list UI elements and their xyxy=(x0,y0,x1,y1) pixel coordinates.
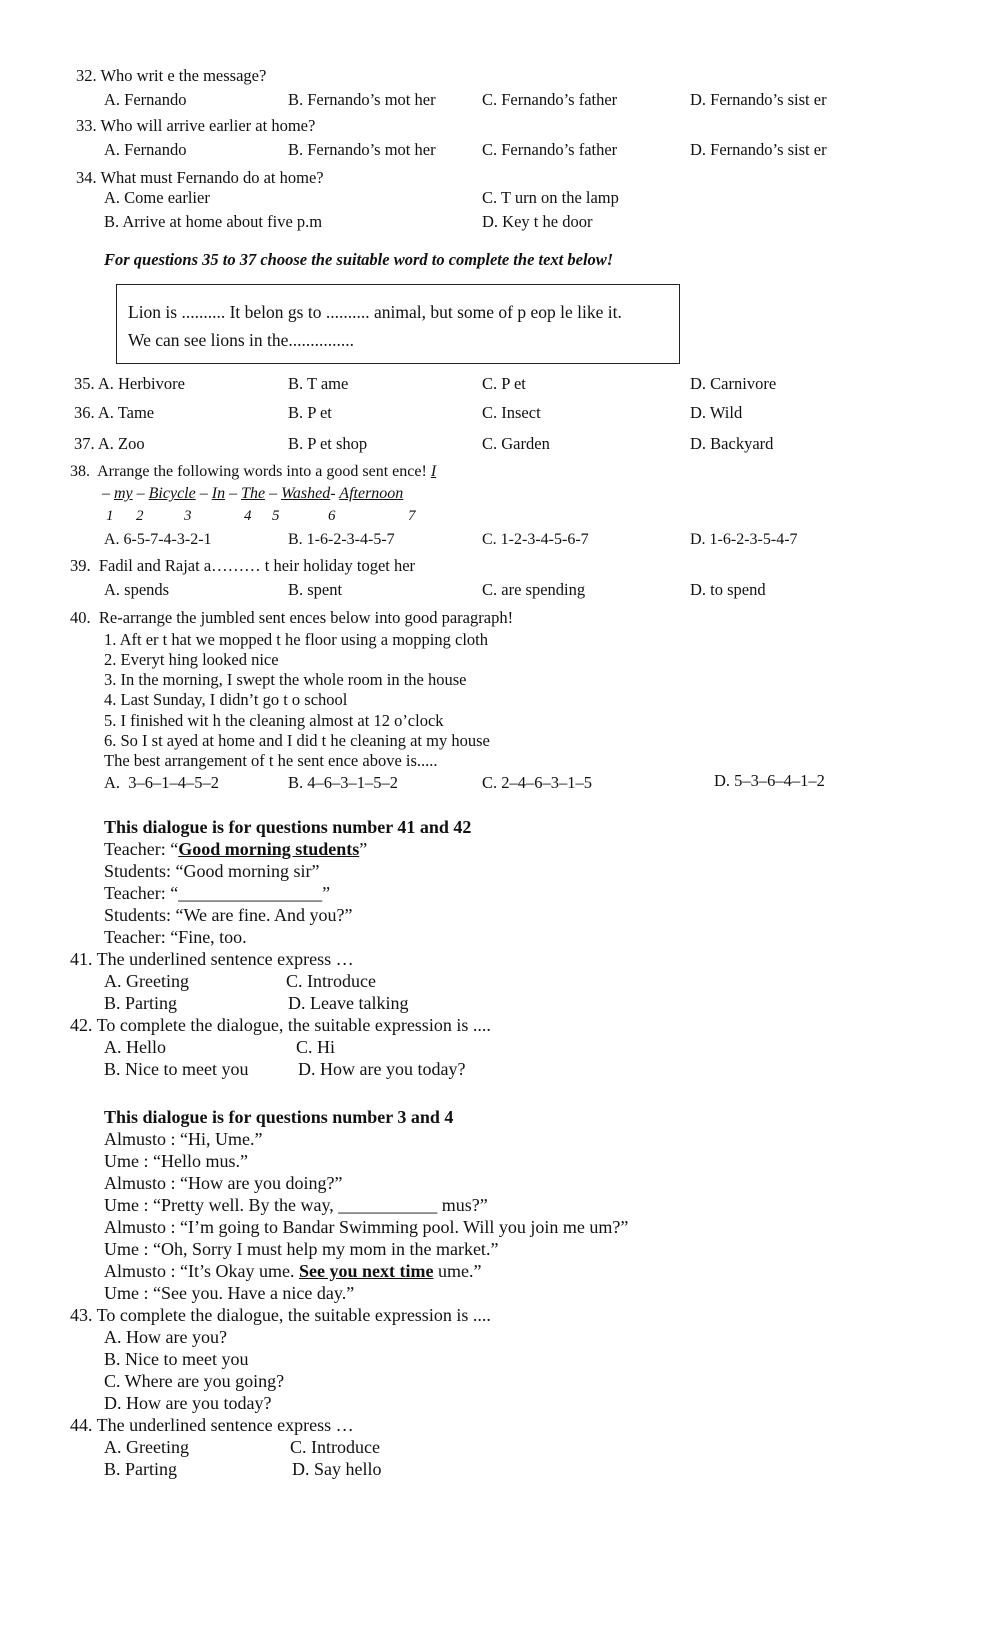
option-44b[interactable]: B. Parting xyxy=(104,1459,178,1479)
option-41c[interactable]: C. Introduce xyxy=(286,971,376,991)
option-40a[interactable]: A. 3–6–1–4–5–2 xyxy=(104,773,220,792)
dialogue-2-line-8: Ume : “See you. Have a nice day.” xyxy=(104,1283,355,1303)
dialogue-2-line-3: Almusto : “How are you doing?” xyxy=(104,1173,343,1193)
dialogue-2-line-7-prefix: Almusto : “It’s Okay ume. xyxy=(104,1261,299,1281)
word-number-7: 7 xyxy=(408,508,416,524)
option-39a[interactable]: A. spends xyxy=(104,580,170,599)
word-sequence xyxy=(102,484,403,504)
question-42: 42. To complete the dialogue, the suitable expression is .... xyxy=(70,1015,491,1035)
dialogue-2-line-4: Ume : “Pretty well. By the way, ___________ mus?” xyxy=(104,1195,488,1215)
word-number-6: 6 xyxy=(328,508,336,524)
passage-line-2: We can see lions in the............... xyxy=(128,330,355,350)
question-39: 39. Fadil and Rajat a……… t heir holiday toget her xyxy=(70,556,416,575)
option-32c[interactable]: C. Fernando’s father xyxy=(482,90,618,109)
option-39c[interactable]: C. are spending xyxy=(482,580,586,599)
word-number-3: 3 xyxy=(184,508,192,524)
option-40c[interactable]: C. 2–4–6–3–1–5 xyxy=(482,773,593,792)
option-40d[interactable]: D. 5–3–6–4–1–2 xyxy=(714,771,825,790)
option-44d[interactable]: D. Say hello xyxy=(292,1459,382,1479)
option-42b[interactable]: B. Nice to meet you xyxy=(104,1059,249,1079)
option-39b[interactable]: B. spent xyxy=(288,580,343,599)
option-44c[interactable]: C. Introduce xyxy=(290,1437,380,1457)
option-38a[interactable]: A. 6-5-7-4-3-2-1 xyxy=(104,531,212,548)
question-40-stem: The best arrangement of t he sent ence above is..... xyxy=(104,751,438,770)
option-42c[interactable]: C. Hi xyxy=(296,1037,336,1057)
option-37a[interactable]: 37. A. Zoo xyxy=(74,434,145,453)
option-35a[interactable]: 35. A. Herbivore xyxy=(74,374,185,393)
option-34a[interactable]: A. Come earlier xyxy=(104,188,210,207)
dialogue-1-line-4: Students: “We are fine. And you?” xyxy=(104,905,353,925)
dialogue-1-line-2: Students: “Good morning sir” xyxy=(104,861,320,881)
word-washed: Washed xyxy=(281,485,331,502)
option-43a[interactable]: A. How are you? xyxy=(104,1327,227,1347)
dialogue-1-line-1 xyxy=(104,838,367,860)
option-42a[interactable]: A. Hello xyxy=(104,1037,166,1057)
option-34c[interactable]: C. T urn on the lamp xyxy=(482,188,619,207)
sentence-3: 3. In the morning, I swept the whole room in the house xyxy=(104,670,467,689)
word-in: In xyxy=(211,485,226,502)
dialogue-1-line-3: Teacher: “________________” xyxy=(104,883,331,903)
dialogue-2-title: This dialogue is for questions number 3 and 4 xyxy=(104,1107,454,1127)
option-37c[interactable]: C. Garden xyxy=(482,434,550,453)
option-41d[interactable]: D. Leave talking xyxy=(288,993,409,1013)
question-38-text: 38. Arrange the following words into a good sent ence! xyxy=(70,463,427,480)
word-afternoon: Afternoon xyxy=(339,485,404,502)
dialogue-2-line-6: Ume : “Oh, Sorry I must help my mom in the market.” xyxy=(104,1239,499,1259)
option-38d[interactable]: D. 1-6-2-3-5-4-7 xyxy=(690,531,798,548)
question-40: 40. Re-arrange the jumbled sent ences below into good paragraph! xyxy=(70,608,514,627)
option-38b[interactable]: B. 1-6-2-3-4-5-7 xyxy=(288,531,395,548)
option-36c[interactable]: C. Insect xyxy=(482,403,541,422)
option-33a[interactable]: A. Fernando xyxy=(104,140,187,159)
option-43b[interactable]: B. Nice to meet you xyxy=(104,1349,249,1369)
dialogue-2-line-7 xyxy=(104,1260,481,1282)
option-41a[interactable]: A. Greeting xyxy=(104,971,189,991)
option-35d[interactable]: D. Carnivore xyxy=(690,374,777,393)
option-32b[interactable]: B. Fernando’s mot her xyxy=(288,90,436,109)
dialogue-2-line-7-suffix: ume.” xyxy=(433,1261,482,1281)
question-33: 33. Who will arrive earlier at home? xyxy=(76,116,316,135)
word-sep: – xyxy=(269,485,278,502)
option-41b[interactable]: B. Parting xyxy=(104,993,178,1013)
option-34b[interactable]: B. Arrive at home about five p.m xyxy=(104,212,323,231)
word-sep: - xyxy=(330,485,336,502)
dialogue-2-line-5: Almusto : “I’m going to Bandar Swimming pool. Will you join me um?” xyxy=(104,1217,629,1237)
option-35c[interactable]: C. P et xyxy=(482,374,526,393)
question-41: 41. The underlined sentence express … xyxy=(70,949,354,969)
option-42d[interactable]: D. How are you today? xyxy=(298,1059,466,1079)
option-37b[interactable]: B. P et shop xyxy=(288,434,368,453)
dialogue-1-line-1-suffix: ” xyxy=(359,839,368,859)
underlined-greeting: Good morning students xyxy=(178,839,360,859)
sentence-4: 4. Last Sunday, I didn’t go t o school xyxy=(104,690,348,709)
question-34: 34. What must Fernando do at home? xyxy=(76,168,324,187)
word-bicycle: Bicycle xyxy=(148,485,196,502)
underlined-farewell: See you next time xyxy=(298,1261,434,1281)
word-sep: – xyxy=(102,485,110,502)
option-37d[interactable]: D. Backyard xyxy=(690,434,774,453)
word-sep: – xyxy=(136,485,145,502)
word-i: I xyxy=(430,463,437,480)
word-number-1: 1 xyxy=(106,508,114,524)
option-43d[interactable]: D. How are you today? xyxy=(104,1393,272,1413)
option-32d[interactable]: D. Fernando’s sist er xyxy=(690,90,827,109)
sentence-5: 5. I finished wit h the cleaning almost at 12 o’clock xyxy=(104,711,444,730)
question-43: 43. To complete the dialogue, the suitable expression is .... xyxy=(70,1305,491,1325)
dialogue-1-line-5: Teacher: “Fine, too. xyxy=(104,927,247,947)
option-39d[interactable]: D. to spend xyxy=(690,580,766,599)
option-44a[interactable]: A. Greeting xyxy=(104,1437,189,1457)
option-40b[interactable]: B. 4–6–3–1–5–2 xyxy=(288,773,399,792)
dialogue-2-line-1: Almusto : “Hi, Ume.” xyxy=(104,1129,263,1149)
dialogue-1-line-1-prefix: Teacher: “ xyxy=(104,839,179,859)
option-35b[interactable]: B. T ame xyxy=(288,374,349,393)
option-32a[interactable]: A. Fernando xyxy=(104,90,187,109)
word-number-5: 5 xyxy=(272,508,280,524)
sentence-6: 6. So I st ayed at home and I did t he cleaning at my house xyxy=(104,731,490,750)
word-number-2: 2 xyxy=(136,508,144,524)
option-34d[interactable]: D. Key t he door xyxy=(482,212,593,231)
option-36b[interactable]: B. P et xyxy=(288,403,332,422)
option-33c[interactable]: C. Fernando’s father xyxy=(482,140,618,159)
word-my: my xyxy=(114,485,133,502)
word-number-4: 4 xyxy=(244,508,252,524)
option-33b[interactable]: B. Fernando’s mot her xyxy=(288,140,436,159)
option-43c[interactable]: C. Where are you going? xyxy=(104,1371,285,1391)
option-36d[interactable]: D. Wild xyxy=(690,403,743,422)
word-sep: – xyxy=(199,485,208,502)
word-the: The xyxy=(241,485,266,502)
instruction-35-37: For questions 35 to 37 choose the suitable word to complete the text below! xyxy=(104,250,614,269)
passage-line-1: Lion is .......... It belon gs to .......... animal, but some of p eop le like it. xyxy=(128,302,622,322)
passage-box xyxy=(116,284,680,364)
sentence-1: 1. Aft er t hat we mopped t he floor using a mopping cloth xyxy=(104,630,489,649)
dialogue-1-title: This dialogue is for questions number 41 and 42 xyxy=(104,817,472,837)
option-36a[interactable]: 36. A. Tame xyxy=(74,403,155,422)
sentence-2: 2. Everyt hing looked nice xyxy=(104,650,279,669)
question-44: 44. The underlined sentence express … xyxy=(70,1415,354,1435)
dialogue-2-line-2: Ume : “Hello mus.” xyxy=(104,1151,248,1171)
option-38c[interactable]: C. 1-2-3-4-5-6-7 xyxy=(482,531,589,548)
question-32: 32. Who writ e the message? xyxy=(76,66,267,85)
question-38 xyxy=(70,462,436,482)
word-sep: – xyxy=(229,485,238,502)
option-33d[interactable]: D. Fernando’s sist er xyxy=(690,140,827,159)
